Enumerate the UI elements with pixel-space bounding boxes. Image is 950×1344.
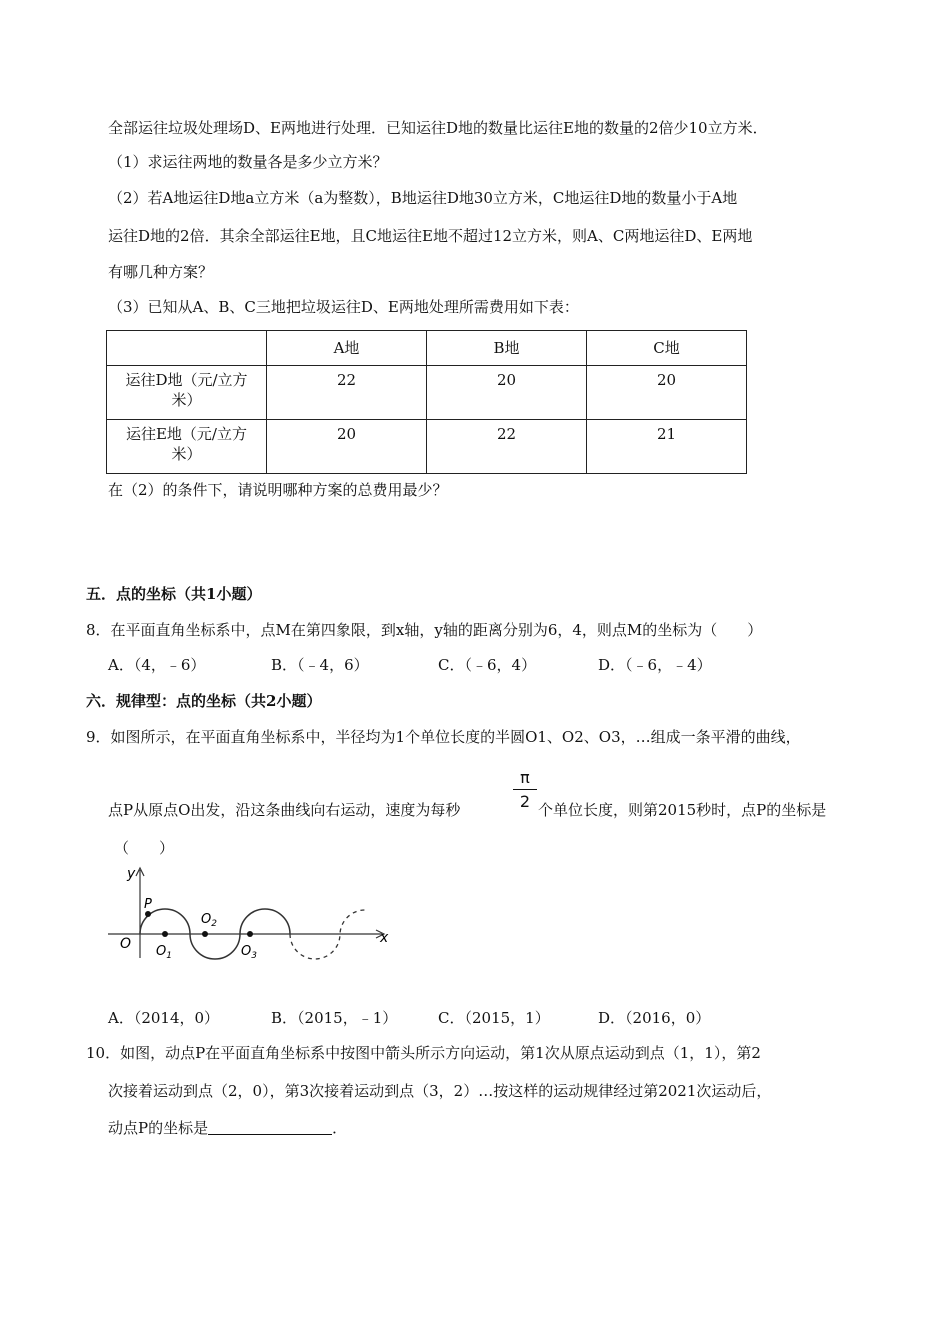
fee-table-header-c: C地 <box>587 331 747 366</box>
row-label-line2: 米） <box>171 391 202 409</box>
q10-stem-line2: 次接着运动到点（2，0），第3次接着运动到点（3，2）…按这样的运动规律经过第2021次运动后， <box>108 1082 772 1100</box>
fee-table-row-e <box>107 420 747 474</box>
row-label-line1: 运往E地（元/立方 <box>125 425 247 443</box>
row-label-line2: 米） <box>171 445 202 463</box>
q7-closing: 在（2）的条件下，请说明哪种方案的总费用最少？ <box>108 481 448 499</box>
x-axis-label: x <box>380 930 389 946</box>
fee-cell: 22 <box>427 420 587 474</box>
q10-stem-line3 <box>108 1118 347 1138</box>
section5-title: 五．点的坐标（共1小题） <box>86 585 262 603</box>
fraction-denominator: 2 <box>519 792 531 811</box>
q8-option-c: C．（﹣6，4） <box>438 656 537 674</box>
q9-option-b: B．（2015，﹣1） <box>271 1009 398 1027</box>
o2-letter: O <box>201 912 212 927</box>
fee-table-row-label <box>107 366 267 420</box>
o1-letter: O <box>156 944 167 959</box>
o3-label <box>241 944 257 961</box>
q10-stem-end: ． <box>332 1119 348 1137</box>
q8-option-b: B．（﹣4，6） <box>271 656 369 674</box>
pi-over-2-fraction <box>510 768 540 811</box>
q7-part2-line2: 运往D地的2倍．其余全部运往E地，且C地运往E地不超过12立方米，则A、C两地运往D、E两地 <box>108 227 753 245</box>
fee-cell: 21 <box>587 420 747 474</box>
fee-cell: 20 <box>587 366 747 420</box>
row-label-line1: 运往D地（元/立方 <box>125 371 248 389</box>
q10-stem-line1: 10．如图，动点P在平面直角坐标系中按图中箭头所示方向运动，第1次从原点运动到点（1，1），第2 <box>86 1044 761 1062</box>
fee-table-header-b: B地 <box>427 331 587 366</box>
fee-table-corner <box>107 331 267 366</box>
y-axis-label: y <box>127 866 136 882</box>
o3-letter: O <box>241 944 252 959</box>
fee-cell: 22 <box>267 366 427 420</box>
q7-intro: 全部运往垃圾处理场D、E两地进行处理．已知运往D地的数量比运往E地的数量的2倍少10立方米． <box>108 119 768 137</box>
o2-label <box>201 912 217 929</box>
fraction-numerator: π <box>520 768 530 787</box>
fee-table-row-d <box>107 366 747 420</box>
q7-part2-line1: （2）若A地运往D地a立方米（a为整数），B地运往D地30立方米，C地运往D地的数量小于A地 <box>108 189 738 207</box>
fee-table <box>106 330 747 474</box>
fee-table-header-a: A地 <box>267 331 427 366</box>
q9-stem-line2b: 个单位长度，则第2015秒时，点P的坐标是 <box>538 801 827 819</box>
point-p-label: P <box>144 897 152 912</box>
semicircle-curve-figure <box>100 860 400 970</box>
q8-stem: 8．在平面直角坐标系中，点M在第四象限，到x轴，y轴的距离分别为6，4，则点M的坐标为（ ） <box>86 621 763 639</box>
q9-stem-line1: 9．如图所示，在平面直角坐标系中，半径均为1个单位长度的半圆O1、O2、O3，…组成一条平滑的曲线， <box>86 728 801 746</box>
section6-title: 六．规律型：点的坐标（共2小题） <box>86 692 322 710</box>
q9-option-a: A．（2014，0） <box>108 1009 220 1027</box>
q9-stem-line3: （ ） <box>114 839 175 857</box>
q7-part2-line3: 有哪几种方案？ <box>108 263 214 281</box>
q8-option-a: A．（4，﹣6） <box>108 656 206 674</box>
q10-stem-text: 动点P的坐标是 <box>108 1119 209 1137</box>
fraction-bar <box>513 789 537 790</box>
q8-option-d: D．（﹣6，﹣4） <box>598 656 712 674</box>
q7-part3: （3）已知从A、B、C三地把垃圾运往D、E两地处理所需费用如下表： <box>108 298 579 316</box>
fee-cell: 20 <box>267 420 427 474</box>
center-o2 <box>202 931 208 937</box>
o3-subscript: 3 <box>251 951 257 961</box>
center-o1 <box>162 931 168 937</box>
q9-stem-line2a: 点P从原点O出发，沿这条曲线向右运动，速度为每秒 <box>108 801 461 819</box>
q7-part1: （1）求运往两地的数量各是多少立方米？ <box>108 153 388 171</box>
fee-table-header-row <box>107 331 747 366</box>
answer-blank <box>208 1118 332 1135</box>
q9-option-d: D．（2016，0） <box>598 1009 711 1027</box>
fee-cell: 20 <box>427 366 587 420</box>
origin-label: O <box>120 936 132 952</box>
q9-option-c: C．（2015，1） <box>438 1009 550 1027</box>
o2-subscript: 2 <box>211 919 217 929</box>
o1-subscript: 1 <box>166 951 172 961</box>
fee-table-row-label <box>107 420 267 474</box>
center-o3 <box>247 931 253 937</box>
o1-label <box>156 944 172 961</box>
